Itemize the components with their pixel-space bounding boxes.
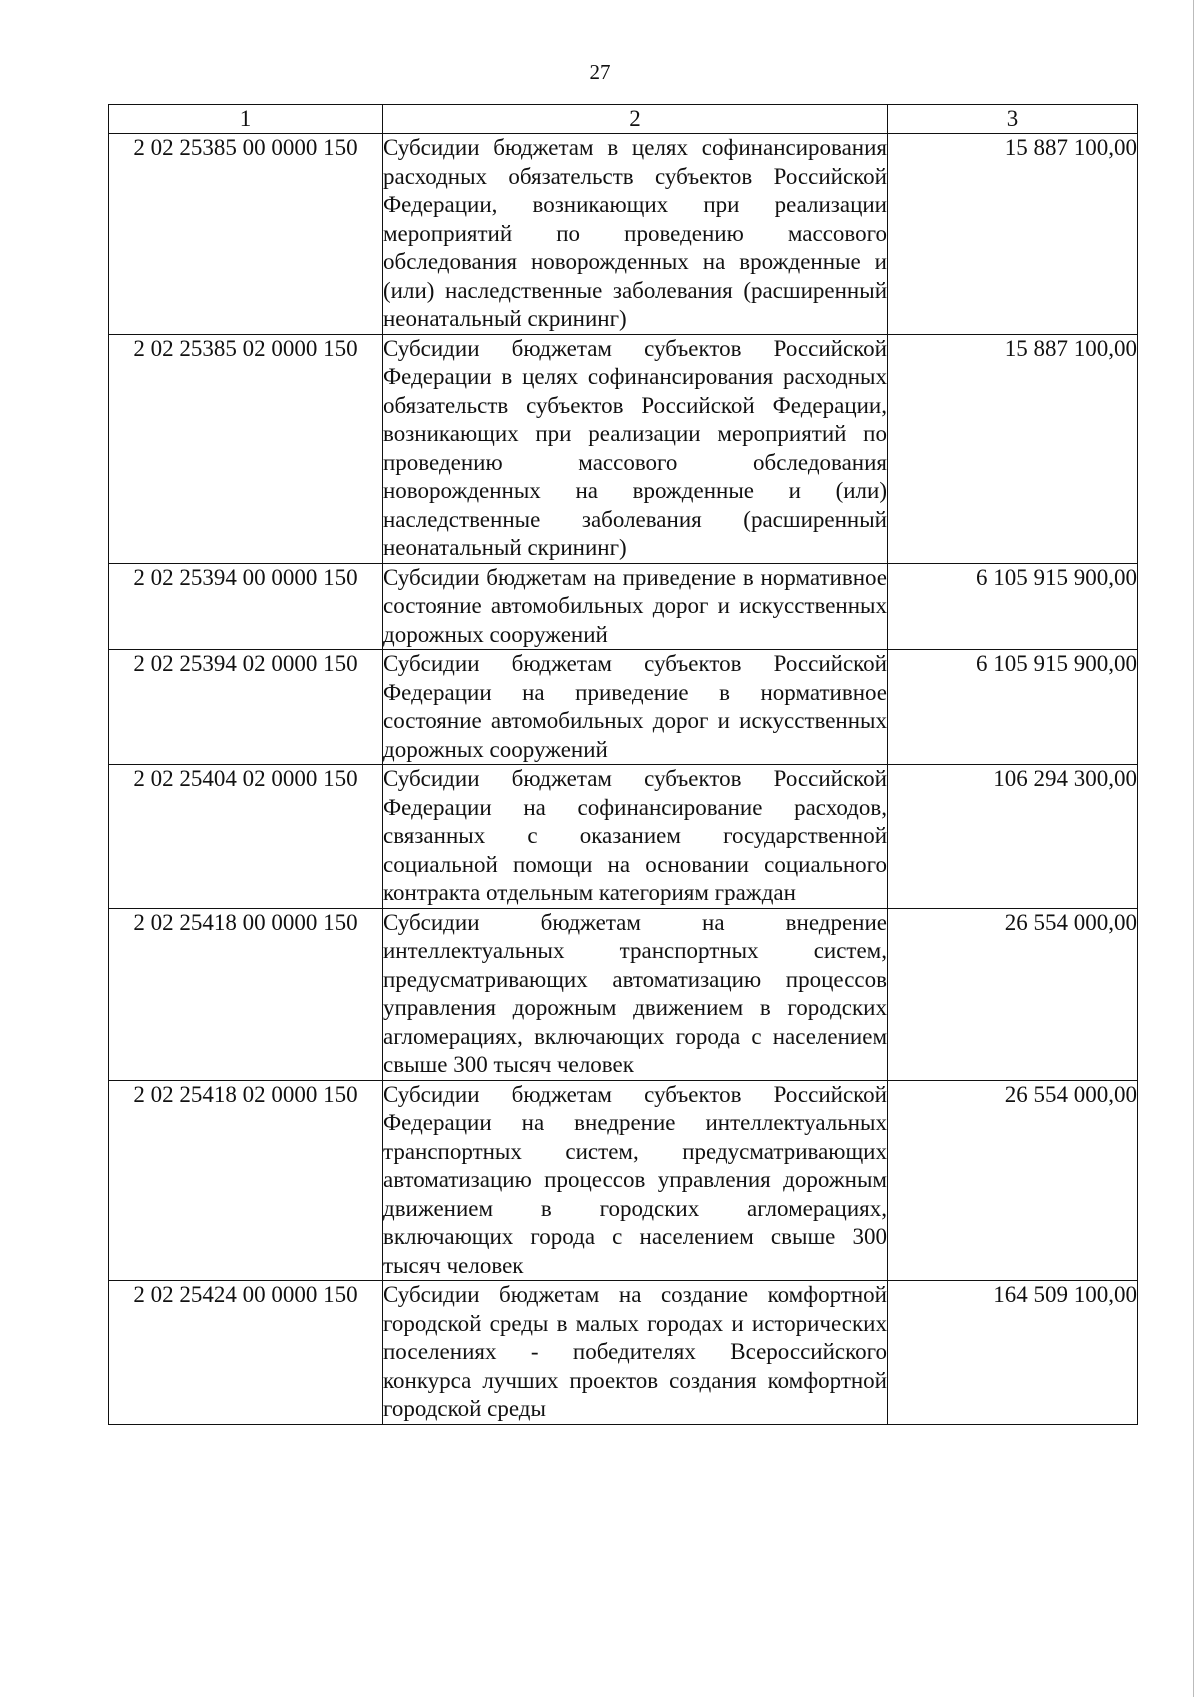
table-row xyxy=(109,134,1138,335)
row-code: 2 02 25418 02 0000 150 xyxy=(109,1080,383,1281)
column-header-amount: 3 xyxy=(888,105,1138,134)
table-row xyxy=(109,1281,1138,1425)
budget-table xyxy=(108,104,1138,1425)
column-header-description: 2 xyxy=(383,105,888,134)
table-row xyxy=(109,650,1138,765)
row-code: 2 02 25394 02 0000 150 xyxy=(109,650,383,765)
page-number: 27 xyxy=(589,60,611,84)
row-description: Субсидии бюджетам субъектов Российской Федерации на приведение в нормативное состояние автомобильных дорог и искусственных дорожных сооружений xyxy=(383,650,888,765)
table-row xyxy=(109,765,1138,909)
row-amount: 164 509 100,00 xyxy=(888,1281,1138,1425)
table-row xyxy=(109,908,1138,1080)
row-code: 2 02 25418 00 0000 150 xyxy=(109,908,383,1080)
row-description: Субсидии бюджетам на создание комфортной городской среды в малых городах и исторических поселениях - победителях Всероссийского конкурса лучших проектов создания комфортной городской среды xyxy=(383,1281,888,1425)
row-description: Субсидии бюджетам в целях софинансирования расходных обязательств субъектов Российской Федерации, возникающих при реализации мероприятий по проведению массового обследования новорожденных на врожденные и (или) наследственные заболевания (расширенный неонатальный скрининг) xyxy=(383,134,888,335)
row-amount: 26 554 000,00 xyxy=(888,1080,1138,1281)
table-row xyxy=(109,563,1138,650)
row-code: 2 02 25385 02 0000 150 xyxy=(109,334,383,563)
row-code: 2 02 25394 00 0000 150 xyxy=(109,563,383,650)
row-code: 2 02 25424 00 0000 150 xyxy=(109,1281,383,1425)
row-amount: 26 554 000,00 xyxy=(888,908,1138,1080)
table-header-row xyxy=(109,105,1138,134)
row-amount: 15 887 100,00 xyxy=(888,334,1138,563)
row-amount: 15 887 100,00 xyxy=(888,134,1138,335)
row-description: Субсидии бюджетам на внедрение интеллектуальных транспортных систем, предусматривающих автоматизацию процессов управления дорожным движением в городских агломерациях, включающих города с населением свыше 300 тысяч человек xyxy=(383,908,888,1080)
table-row xyxy=(109,334,1138,563)
row-amount: 106 294 300,00 xyxy=(888,765,1138,909)
scan-edge xyxy=(1193,0,1194,1697)
row-code: 2 02 25404 02 0000 150 xyxy=(109,765,383,909)
row-description: Субсидии бюджетам субъектов Российской Федерации в целях софинансирования расходных обязательств субъектов Российской Федерации, возникающих при реализации мероприятий по проведению массового обследования новорожденных на врожденные и (или) наследственные заболевания (расширенный неонатальный скрининг) xyxy=(383,334,888,563)
row-description: Субсидии бюджетам на приведение в нормативное состояние автомобильных дорог и искусственных дорожных сооружений xyxy=(383,563,888,650)
column-header-code: 1 xyxy=(109,105,383,134)
row-description: Субсидии бюджетам субъектов Российской Федерации на софинансирование расходов, связанных с оказанием государственной социальной помощи на основании социального контракта отдельным категориям граждан xyxy=(383,765,888,909)
row-code: 2 02 25385 00 0000 150 xyxy=(109,134,383,335)
row-amount: 6 105 915 900,00 xyxy=(888,563,1138,650)
row-description: Субсидии бюджетам субъектов Российской Федерации на внедрение интеллектуальных транспортных систем, предусматривающих автоматизацию процессов управления дорожным движением в городских агломерациях, включающих города с населением свыше 300 тысяч человек xyxy=(383,1080,888,1281)
row-amount: 6 105 915 900,00 xyxy=(888,650,1138,765)
table-row xyxy=(109,1080,1138,1281)
